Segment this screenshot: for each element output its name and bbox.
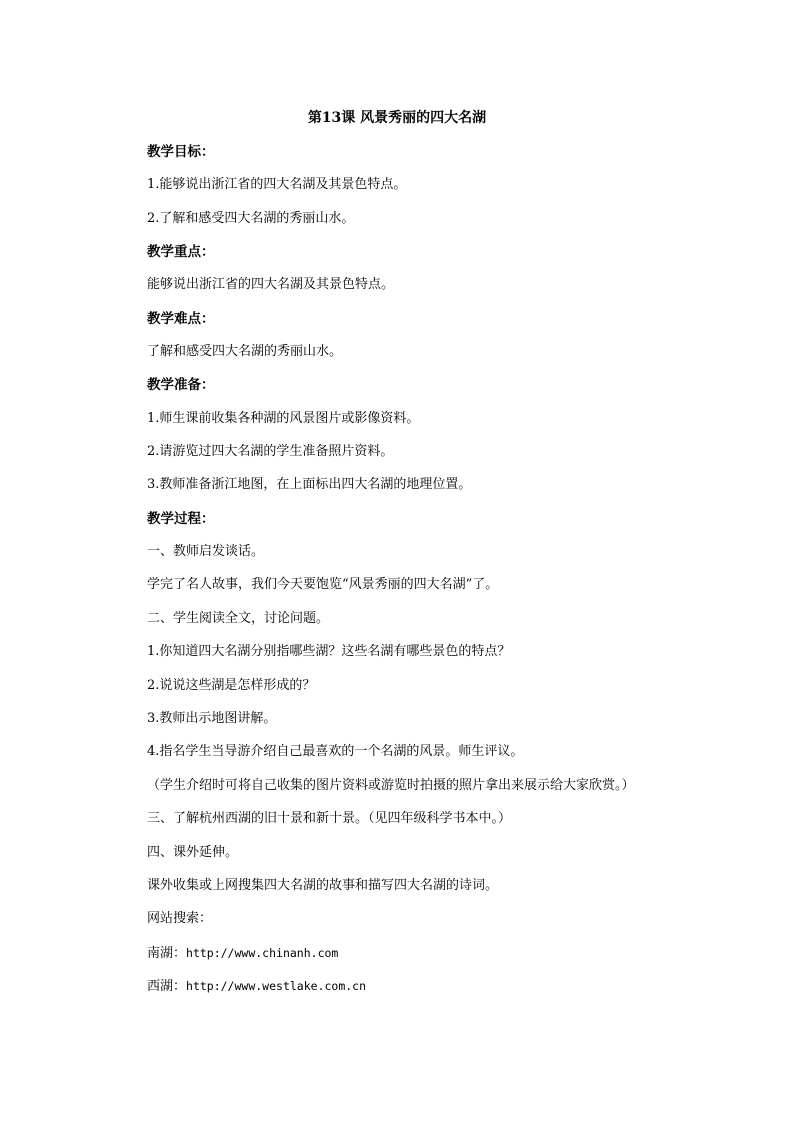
page-title: 第13课 风景秀丽的四大名湖 (307, 110, 487, 126)
difficulties-text: 了解和感受四大名湖的秀丽山水。 (147, 344, 343, 359)
website-name: 西湖： (147, 979, 187, 994)
website-row-xihu (147, 976, 366, 997)
websites-label: 网站搜索： (147, 911, 213, 926)
process-step-2-item-4: 4.指名学生当导游介绍自己最喜欢的一个名湖的风景。师生评议。 (147, 744, 524, 759)
website-row-nanhu (147, 943, 338, 964)
process-step-2-item-2: 2.说说这些湖是怎样形成的？ (147, 678, 316, 693)
difficulties-heading: 教学难点： (147, 311, 215, 327)
website-name: 南湖： (147, 946, 187, 961)
process-step-1: 一、教师启发谈话。 (147, 544, 265, 559)
preparation-item-2: 2.请游览过四大名湖的学生准备照片资料。 (147, 444, 394, 459)
process-step-1-text: 学完了名人故事，我们今天要饱览“风景秀丽的四大名湖”了。 (147, 577, 499, 592)
process-step-2-note: （学生介绍时可将自己收集的图片资料或游览时拍摄的照片拿出来展示给大家欣赏。） (147, 778, 635, 793)
process-step-2-item-1: 1.你知道四大名湖分别指哪些湖？这些名湖有哪些景色的特点？ (147, 644, 511, 659)
goal-item-1: 1.能够说出浙江省的四大名湖及其景色特点。 (147, 177, 407, 192)
preparation-heading: 教学准备： (147, 377, 215, 393)
goals-heading: 教学目标： (147, 144, 215, 160)
process-step-3: 三、了解杭州西湖的旧十景和新十景。（见四年级科学书本中。） (147, 811, 512, 826)
key-points-text: 能够说出浙江省的四大名湖及其景色特点。 (147, 277, 395, 292)
website-url-link[interactable]: http://www.chinanh.com (186, 946, 339, 960)
preparation-item-3: 3.教师准备浙江地图，在上面标出四大名湖的地理位置。 (147, 477, 472, 492)
website-url-link[interactable]: http://www.westlake.com.cn (186, 979, 367, 993)
process-step-2-item-3: 3.教师出示地图讲解。 (147, 711, 277, 726)
process-step-4: 四、课外延伸。 (147, 845, 239, 860)
preparation-item-1: 1.师生课前收集各种湖的风景图片或影像资料。 (147, 411, 420, 426)
process-step-2: 二、学生阅读全文，讨论问题。 (147, 611, 330, 626)
key-points-heading: 教学重点： (147, 244, 215, 260)
process-heading: 教学过程： (147, 511, 215, 527)
goal-item-2: 2.了解和感受四大名湖的秀丽山水。 (147, 211, 355, 226)
process-step-4-text: 课外收集或上网搜集四大名湖的故事和描写四大名湖的诗词。 (147, 878, 499, 893)
